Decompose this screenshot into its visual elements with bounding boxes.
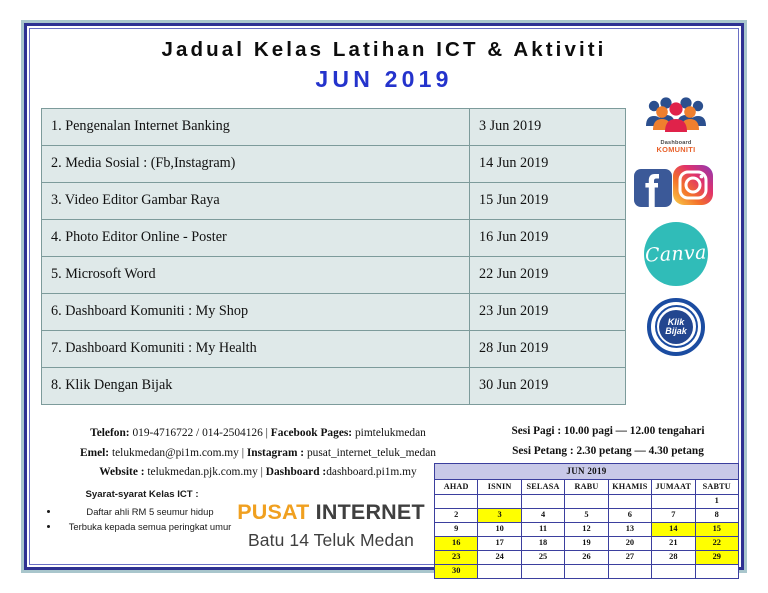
- calendar-day-empty: [521, 495, 564, 509]
- calendar-dow-khamis: KHAMIS: [608, 480, 651, 495]
- canva-logo: [644, 222, 708, 286]
- calendar-week-row: [435, 551, 739, 565]
- brand-line-1: [226, 501, 436, 525]
- calendar-title: JUN 2019: [435, 464, 739, 480]
- calendar-week-row: [435, 495, 739, 509]
- calendar-day-10: 10: [478, 523, 521, 537]
- klik-bijak-ring: [655, 305, 698, 348]
- calendar-day-14: 14: [652, 523, 695, 537]
- facebook-value: pimtelukmedan: [352, 427, 426, 439]
- class-name-cell: 2. Media Sosial : (Fb,Instagram): [42, 146, 470, 183]
- brand-word-pusat: PUSAT: [237, 500, 316, 524]
- people-group-icon: [644, 95, 708, 135]
- calendar-title-row: [435, 464, 739, 480]
- schedule-body: [42, 109, 626, 405]
- syarat-title: Syarat-syarat Kelas ICT :: [85, 489, 199, 500]
- class-date-cell: 22 Jun 2019: [470, 257, 626, 294]
- table-row: [42, 257, 626, 294]
- klik-bijak-core: [659, 310, 693, 344]
- syarat-block: [44, 489, 240, 536]
- calendar-day-27: 27: [608, 551, 651, 565]
- instagram-label: Instagram :: [246, 446, 305, 459]
- class-name-cell: 6. Dashboard Komuniti : My Shop: [42, 294, 470, 331]
- canva-label: Canva: [644, 241, 708, 267]
- telefon-value: 019-4716722 / 014-2504126 |: [129, 427, 271, 439]
- calendar-dow-isnin: ISNIN: [478, 480, 521, 495]
- calendar-day-13: 13: [608, 523, 651, 537]
- contact-line-1: [44, 424, 472, 444]
- facebook-icon: [634, 169, 672, 207]
- calendar-day-empty: [565, 565, 608, 579]
- session-times: [477, 422, 739, 462]
- calendar-day-empty: [695, 565, 738, 579]
- calendar-dow-selasa: SELASA: [521, 480, 564, 495]
- class-date-cell: 28 Jun 2019: [470, 331, 626, 368]
- calendar-day-21: 21: [652, 537, 695, 551]
- calendar-day-9: 9: [435, 523, 478, 537]
- calendar-day-empty: [435, 495, 478, 509]
- class-name-cell: 1. Pengenalan Internet Banking: [42, 109, 470, 146]
- class-date-cell: 3 Jun 2019: [470, 109, 626, 146]
- june-calendar: [434, 463, 739, 579]
- calendar-day-empty: [608, 495, 651, 509]
- class-date-cell: 14 Jun 2019: [470, 146, 626, 183]
- calendar-day-25: 25: [521, 551, 564, 565]
- table-row: [42, 331, 626, 368]
- class-date-cell: 15 Jun 2019: [470, 183, 626, 220]
- calendar-day-26: 26: [565, 551, 608, 565]
- calendar-day-empty: [565, 495, 608, 509]
- calendar-day-20: 20: [608, 537, 651, 551]
- social-logos: [620, 163, 732, 212]
- klik-bijak-line1: Klik: [667, 316, 685, 327]
- table-row: [42, 368, 626, 405]
- table-row: [42, 109, 626, 146]
- poster-inner-border: [29, 28, 739, 576]
- table-row: [42, 294, 626, 331]
- calendar-dow-jumaat: JUMAAT: [652, 480, 695, 495]
- syarat-list: [44, 506, 240, 534]
- calendar-week-row: [435, 537, 739, 551]
- calendar-day-empty: [608, 565, 651, 579]
- calendar-day-23: 23: [435, 551, 478, 565]
- calendar-day-7: 7: [652, 509, 695, 523]
- poster-header: [30, 37, 738, 93]
- calendar-week-row: [435, 565, 739, 579]
- page-subtitle: JUN 2019: [315, 65, 453, 92]
- class-name-cell: 3. Video Editor Gambar Raya: [42, 183, 470, 220]
- calendar-day-12: 12: [565, 523, 608, 537]
- dashboard-label: Dashboard :: [265, 466, 327, 479]
- facebook-instagram-icons: [628, 163, 724, 207]
- contact-line-3: [44, 463, 472, 483]
- calendar-day-15: 15: [695, 523, 738, 537]
- calendar-day-18: 18: [521, 537, 564, 551]
- calendar-dow-ahad: AHAD: [435, 480, 478, 495]
- calendar-day-19: 19: [565, 537, 608, 551]
- logo-column: [620, 95, 732, 356]
- schedule-table: [41, 108, 626, 405]
- calendar-day-30: 30: [435, 565, 478, 579]
- class-name-cell: 7. Dashboard Komuniti : My Health: [42, 331, 470, 368]
- calendar-day-29: 29: [695, 551, 738, 565]
- brand-line-2: Batu 14 Teluk Medan: [248, 529, 414, 550]
- calendar-day-3: 3: [478, 509, 521, 523]
- table-row: [42, 220, 626, 257]
- table-row: [42, 146, 626, 183]
- brand-word-internet: INTERNET: [315, 500, 425, 524]
- calendar-dow-rabu: RABU: [565, 480, 608, 495]
- calendar-day-empty: [478, 495, 521, 509]
- calendar-body: [435, 495, 739, 579]
- calendar-day-empty: [652, 565, 695, 579]
- class-date-cell: 23 Jun 2019: [470, 294, 626, 331]
- website-value: telukmedan.pjk.com.my |: [144, 466, 266, 479]
- facebook-label: Facebook Pages:: [270, 427, 353, 439]
- session-morning: Sesi Pagi : 10.00 pagi — 12.00 tengahari: [511, 425, 705, 437]
- class-date-cell: 16 Jun 2019: [470, 220, 626, 257]
- calendar-day-5: 5: [565, 509, 608, 523]
- website-label: Website :: [99, 466, 145, 479]
- class-name-cell: 5. Microsoft Word: [42, 257, 470, 294]
- list-item: • Daftar ahli RM 5 seumur hidup: [60, 506, 240, 519]
- class-name-cell: 4. Photo Editor Online - Poster: [42, 220, 470, 257]
- calendar-day-24: 24: [478, 551, 521, 565]
- class-date-cell: 30 Jun 2019: [470, 368, 626, 405]
- calendar-dow-row: [435, 480, 739, 495]
- instagram-value: pusat_internet_teluk_medan: [304, 446, 436, 459]
- calendar-day-22: 22: [695, 537, 738, 551]
- calendar-head: [435, 464, 739, 495]
- klik-bijak-line2: Bijak: [665, 325, 687, 336]
- pusat-internet-brand: [226, 501, 436, 550]
- calendar-day-11: 11: [521, 523, 564, 537]
- contact-block: [44, 424, 472, 483]
- calendar-day-16: 16: [435, 537, 478, 551]
- calendar-day-8: 8: [695, 509, 738, 523]
- page-title: Jadual Kelas Latihan ICT & Aktiviti: [161, 38, 607, 61]
- dashboard-komuniti-caption-top: Dashboard: [660, 140, 692, 146]
- calendar-day-6: 6: [608, 509, 651, 523]
- class-name-cell: 8. Klik Dengan Bijak: [42, 368, 470, 405]
- session-evening: Sesi Petang : 2.30 petang — 4.30 petang: [512, 444, 704, 457]
- calendar-dow-sabtu: SABTU: [695, 480, 738, 495]
- calendar-day-17: 17: [478, 537, 521, 551]
- telefon-label: Telefon:: [90, 427, 130, 439]
- list-item: • Terbuka kepada semua peringkat umur: [60, 521, 240, 534]
- dashboard-komuniti-caption-bottom: KOMUNITI: [656, 145, 696, 155]
- calendar-week-row: [435, 509, 739, 523]
- calendar-day-1: 1: [695, 495, 738, 509]
- instagram-icon: [673, 165, 713, 205]
- calendar-day-2: 2: [435, 509, 478, 523]
- calendar-day-empty: [652, 495, 695, 509]
- klik-bijak-logo: [647, 298, 705, 356]
- calendar-day-4: 4: [521, 509, 564, 523]
- calendar-day-empty: [478, 565, 521, 579]
- poster-frame: [24, 23, 744, 576]
- dashboard-komuniti-logo: [620, 95, 732, 155]
- table-row: [42, 183, 626, 220]
- dashboard-value: dashboard.pi1m.my: [326, 466, 417, 479]
- calendar-day-empty: [521, 565, 564, 579]
- contact-line-2: [44, 444, 472, 464]
- calendar-day-28: 28: [652, 551, 695, 565]
- emel-value: telukmedan@pi1m.com.my |: [109, 446, 247, 459]
- calendar-week-row: [435, 523, 739, 537]
- emel-label: Emel:: [79, 446, 110, 459]
